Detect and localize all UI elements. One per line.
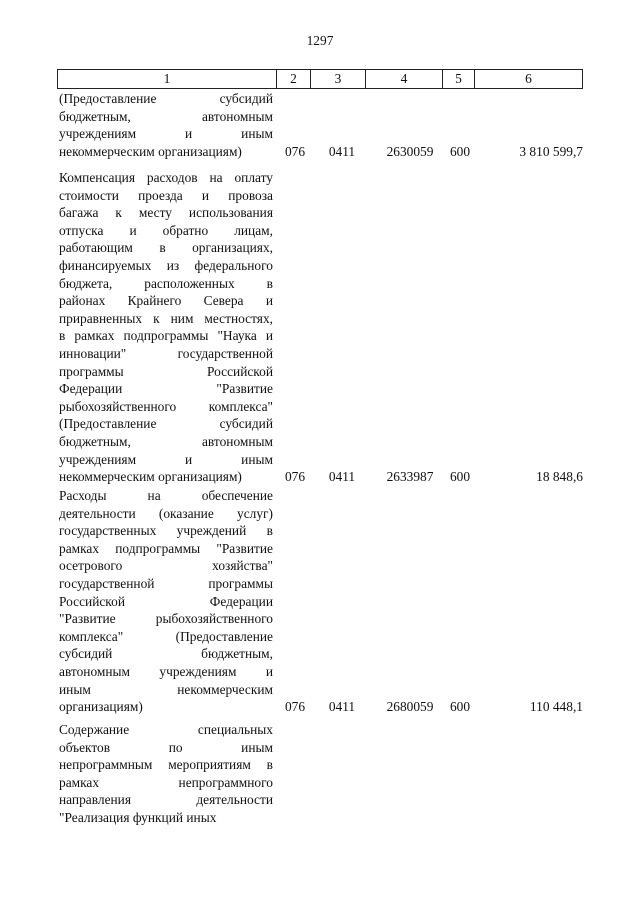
cell-col4: 2680059: [386, 699, 434, 715]
description-line: учреждениям и иным: [59, 451, 273, 467]
cell-col5: 600: [449, 143, 471, 159]
table-header: [57, 69, 583, 89]
description-line: осетрового хозяйства": [59, 558, 273, 574]
description-line: "Развитие рыбохозяйственного: [59, 611, 273, 627]
description-line: некоммерческим организациям): [59, 143, 242, 159]
description-line: программы Российской: [59, 363, 273, 379]
description-line: автономным учреждениям и: [59, 663, 273, 679]
description-line: стоимости проезда и провоза: [59, 187, 273, 203]
cell-col2: 076: [284, 469, 306, 485]
description-line: организациям): [59, 699, 143, 715]
header-col-6: 6: [525, 71, 532, 86]
cell-col2: 076: [284, 143, 306, 159]
description-line: Федерации "Развитие: [59, 381, 273, 397]
page-number: 1297: [306, 33, 334, 48]
cell-col4: 2630059: [386, 143, 434, 159]
description-line: Компенсация расходов на оплату: [59, 170, 273, 185]
description-line: "Реализация функций иных: [59, 809, 217, 825]
description-line: районах Крайнего Севера и: [59, 293, 273, 309]
row-description: [59, 90, 273, 160]
header-col-3: 3: [311, 70, 366, 88]
description-line: государственной программы: [59, 575, 273, 591]
cell-col3: 0411: [328, 143, 356, 159]
description-line: государственных учреждений в: [59, 523, 273, 539]
row-description: [59, 487, 273, 716]
description-line: (Предоставление субсидий: [59, 416, 273, 432]
description-line: непрограммным мероприятиям в: [59, 757, 273, 773]
description-line: иным некоммерческим: [59, 681, 273, 697]
description-line: (Предоставление субсидий: [59, 91, 273, 106]
description-line: некоммерческим организациям): [59, 469, 242, 485]
description-line: направления деятельности: [59, 792, 273, 808]
description-line: багажа к месту использования: [59, 205, 273, 221]
description-line: комплекса" (Предоставление: [59, 628, 273, 644]
cell-col2: 076: [284, 699, 306, 715]
header-col-1: 1: [58, 70, 277, 88]
description-line: объектов по иным: [59, 739, 273, 755]
description-line: бюджетным, автономным: [59, 433, 273, 449]
header-col-5: 5: [443, 70, 475, 88]
description-line: субсидий бюджетным,: [59, 646, 273, 662]
row-description: [59, 721, 273, 827]
header-col-4: 4: [366, 70, 443, 88]
cell-col6: 110 448,1: [529, 699, 583, 715]
row-description: [59, 169, 273, 486]
description-line: рыбохозяйственного комплекса": [59, 398, 273, 414]
description-line: рамках подпрограммы "Развитие: [59, 540, 273, 556]
cell-col3: 0411: [328, 699, 356, 715]
header-col-2: 2: [277, 70, 311, 88]
cell-col4: 2633987: [386, 469, 434, 485]
cell-col3: 0411: [328, 469, 356, 485]
description-line: инновации" государственной: [59, 345, 273, 361]
cell-col5: 600: [449, 699, 471, 715]
description-line: Российской Федерации: [59, 593, 273, 609]
description-line: рамках непрограммного: [59, 774, 273, 790]
cell-col6: 18 848,6: [536, 469, 583, 485]
description-line: бюджета, расположенных в: [59, 275, 273, 291]
description-line: работающим в организациях,: [59, 240, 273, 256]
description-line: деятельности (оказание услуг): [59, 505, 273, 521]
description-line: приравненных к ним местностях,: [59, 310, 273, 326]
cell-col5: 600: [449, 469, 471, 485]
description-line: в рамках подпрограммы "Наука и: [59, 328, 273, 344]
description-line: отпуска и обратно лицам,: [59, 222, 273, 238]
description-line: Содержание специальных: [59, 722, 273, 737]
description-line: финансируемых из федерального: [59, 257, 273, 273]
description-line: бюджетным, автономным: [59, 108, 273, 124]
description-line: Расходы на обеспечение: [59, 488, 273, 503]
description-line: учреждениям и иным: [59, 126, 273, 142]
cell-col6: 3 810 599,7: [519, 143, 583, 159]
